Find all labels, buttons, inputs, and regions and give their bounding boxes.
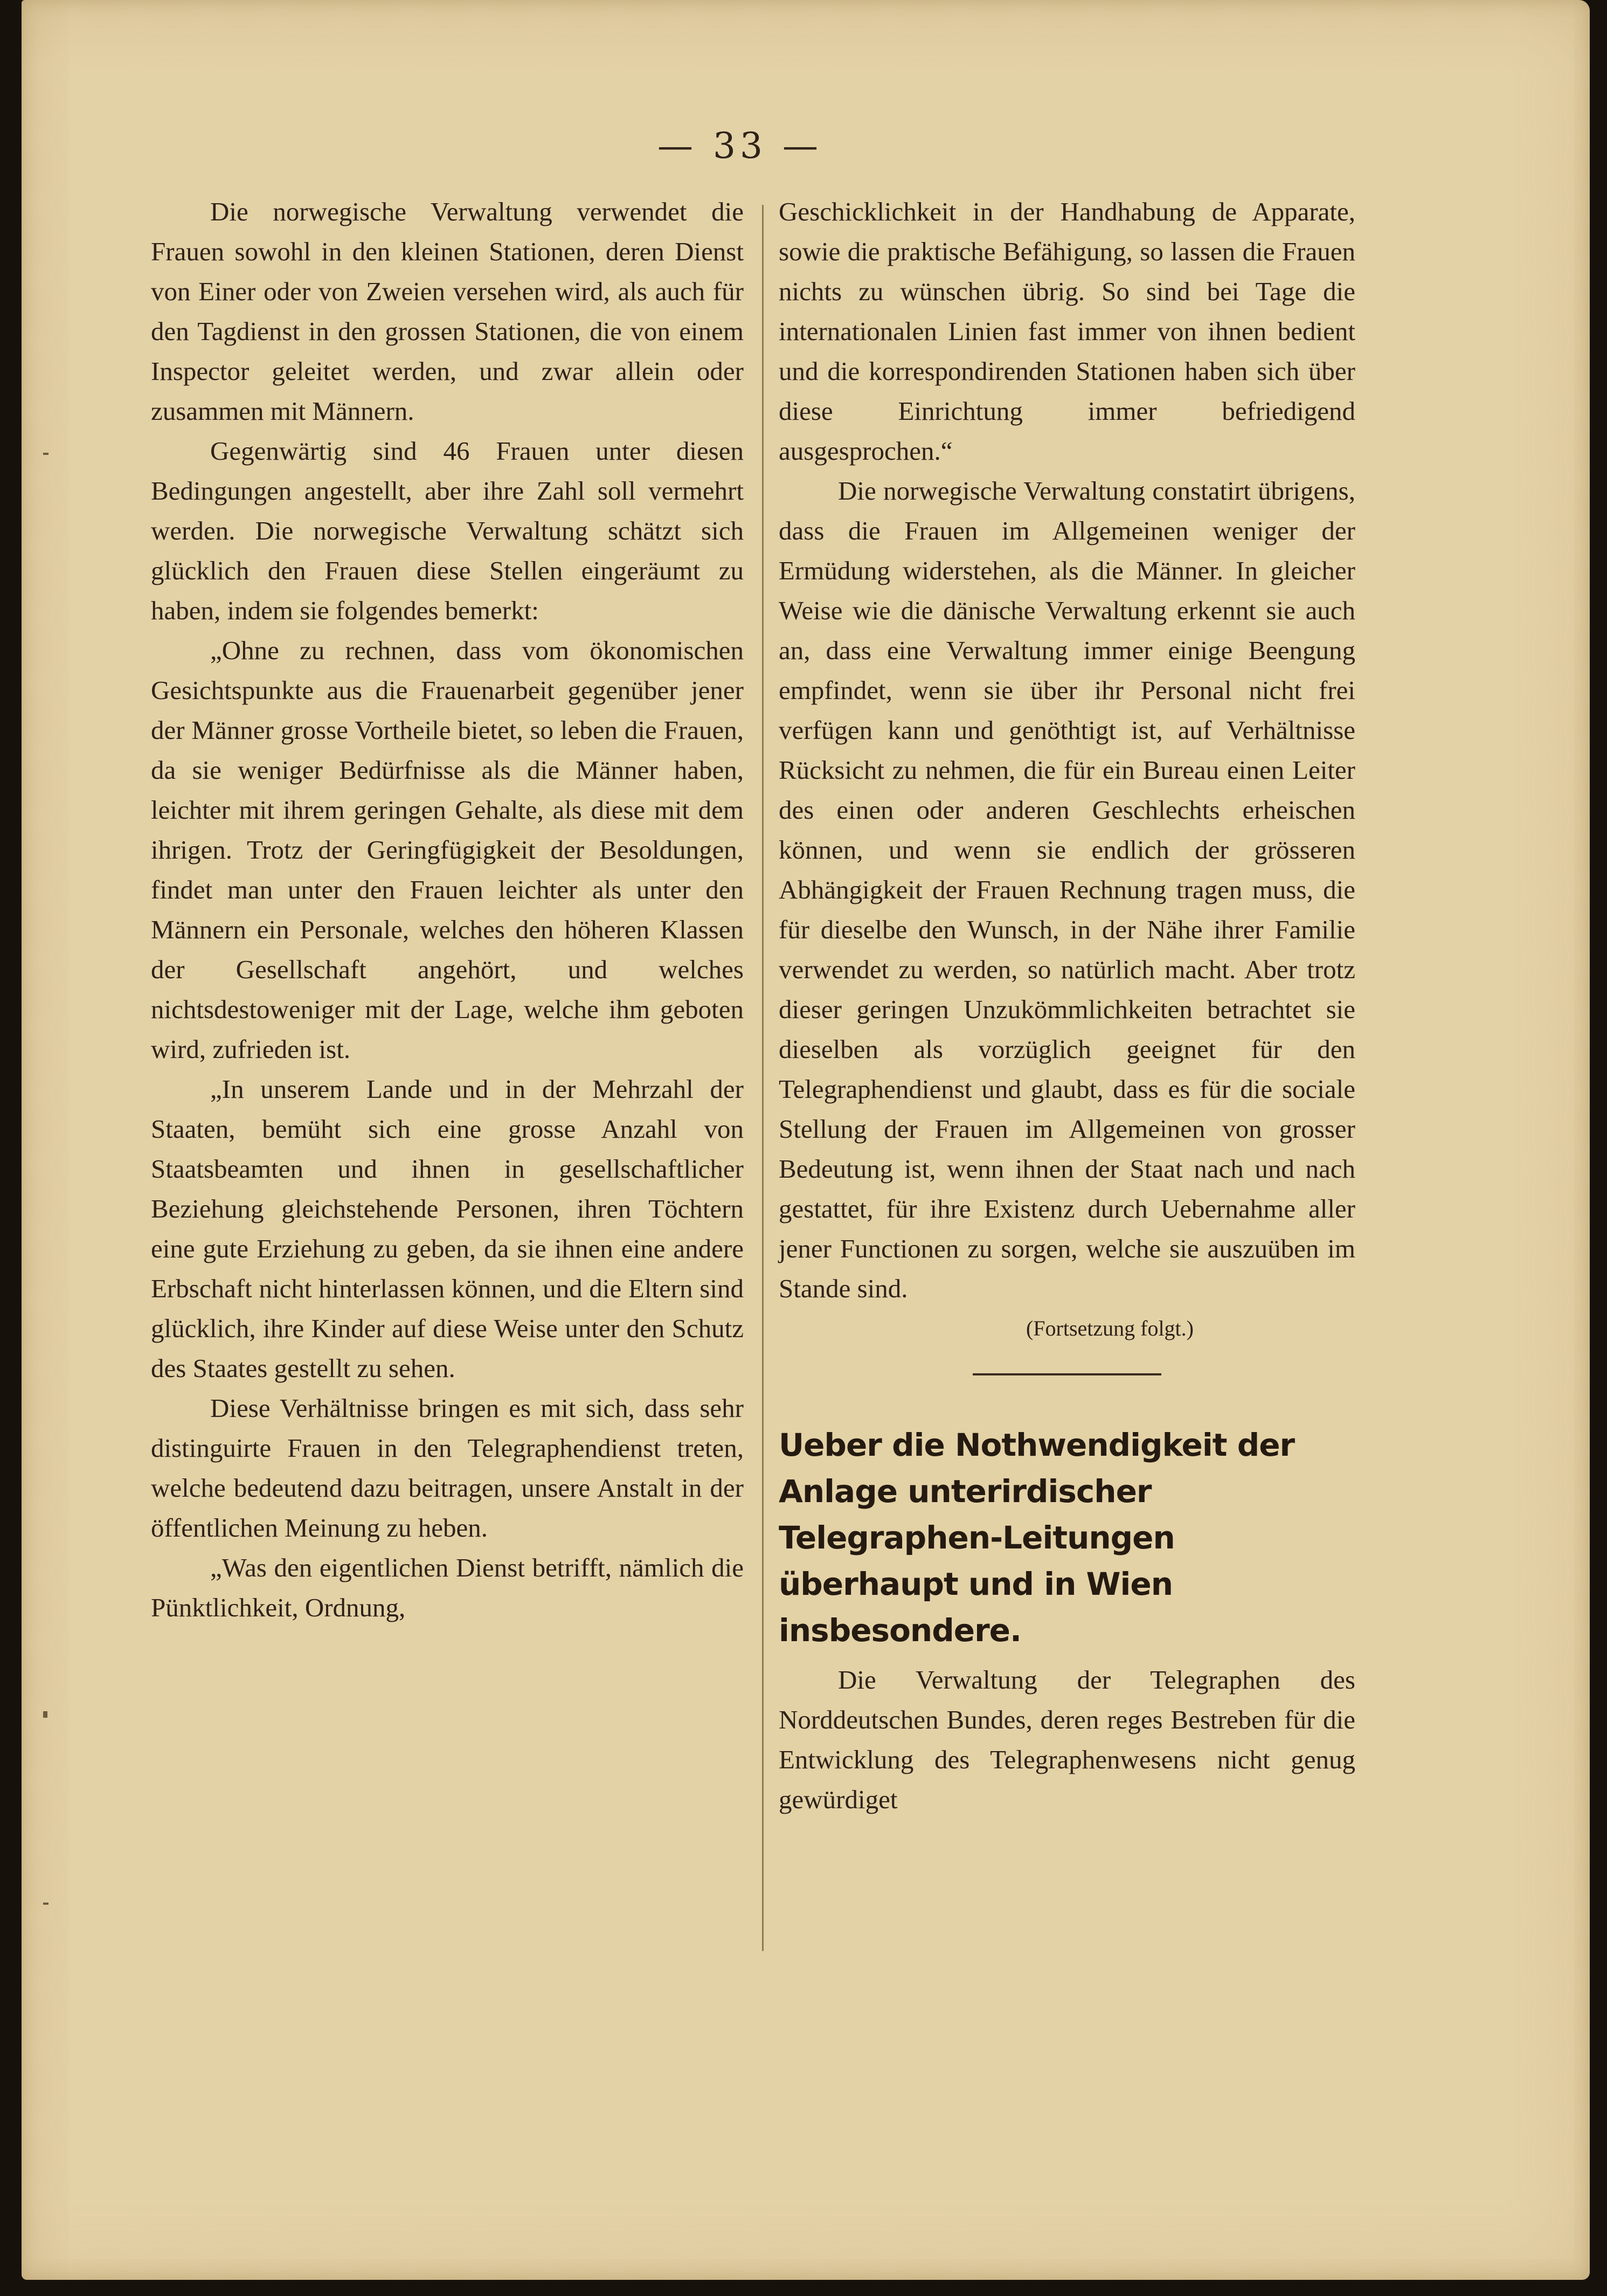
left-column [151, 192, 744, 1628]
continued-note: (Fortsetzung folgt.) [1026, 1316, 1194, 1340]
section-heading: Ueber die Nothwendigkeit der Anlage unterirdischer Telegraphen-Leitungen überhaupt und in Wien insbesondere. [779, 1427, 1295, 1649]
paragraph: Gegenwärtig sind 46 Frauen unter diesen Bedingungen angestellt, aber ihre Zahl soll vermehrt werden. Die norwegische Verwaltung schätzt sich glücklich den Frauen diese Stellen eingeräumt zu haben, indem sie folgendes bemerkt: [151, 436, 744, 625]
paragraph: Diese Verhältnisse bringen es mit sich, dass sehr distinguirte Frauen in den Telegraphendienst treten, welche bedeutend dazu beitragen, unsere Anstalt in der öffentlichen Meinung zu heben. [151, 1393, 744, 1543]
section-rule [973, 1373, 1161, 1375]
paragraph: Die norwegische Verwaltung constatirt übrigens, dass die Frauen im Allgemeinen weniger der Ermüdung widerstehen, als die Männer. In gleicher Weise wie die dänische Verwaltung erkennt sie auch an, dass eine Verwaltung immer einige Beengung empfindet, wenn sie über ihr Personal nicht frei verfügen kann und genöthtigt ist, auf Verhältnisse Rücksicht zu nehmen, die für ein Bureau einen Leiter des einen oder anderen Geschlechts erheischen können, und wenn sie endlich der grösseren Abhängigkeit der Frauen Rechnung tragen muss, die für dieselbe den Wunsch, in der Nähe ihrer Familie verwendet zu werden, so natürlich macht. Aber trotz dieser geringen Unzukömmlichkeiten betrachtet sie dieselben als vorzüglich geeignet für den Telegraphendienst und glaubt, dass es für die sociale Stellung der Frauen im Allgemeinen von grosser Bedeutung ist, wenn ihnen der Staat nach und nach gestattet, für ihre Existenz durch Uebernahme aller jener Functionen zu sorgen, welche sie auszuüben im Stande sind. [779, 476, 1355, 1303]
page-number: — 33 — [657, 125, 822, 167]
paragraph: Die Verwaltung der Telegraphen des Norddeutschen Bundes, deren reges Bestreben für die Entwicklung des Telegraphenwesens nicht genug gewürdiget [779, 1665, 1355, 1814]
document-page [22, 0, 1590, 2280]
paragraph: „Was den eigentlichen Dienst betrifft, nämlich die Pünktlichkeit, Ordnung, [151, 1553, 744, 1622]
column-divider [762, 205, 764, 1951]
paragraph: Geschicklichkeit in der Handhabung de Apparate, sowie die praktische Befähigung, so lassen die Frauen nichts zu wünschen übrig. So sind bei Tage die internationalen Linien fast immer von ihnen bedient und die korrespondirenden Stationen haben sich über diese Einrichtung immer befriedigend ausgesprochen.“ [779, 197, 1355, 466]
paragraph: „Ohne zu rechnen, dass vom ökonomischen Gesichtspunkte aus die Frauenarbeit gegenüber jener der Männer grosse Vortheile bietet, so leben die Frauen, da sie weniger Bedürfnisse als die Männer haben, leichter mit ihrem geringen Gehalte, als diese mit dem ihrigen. Trotz der Geringfügigkeit der Besoldungen, findet man unter den Frauen leichter als unter den Männern ein Personale, welches den höheren Klassen der Gesellschaft angehört, und welches nichtsdestoweniger mit der Lage, welche ihm geboten wird, zufrieden ist. [151, 635, 744, 1064]
paragraph: Die norwegische Verwaltung verwendet die Frauen sowohl in den kleinen Stationen, deren Dienst von Einer oder von Zweien versehen wird, als auch für den Tagdienst in den grossen Stationen, die von einem Inspector geleitet werden, und zwar allein oder zusammen mit Männern. [151, 197, 744, 426]
right-column [779, 192, 1355, 1820]
margin-mark [43, 453, 49, 455]
margin-mark [43, 1903, 49, 1905]
margin-mark [43, 1711, 47, 1718]
paragraph: „In unserem Lande und in der Mehrzahl der Staaten, bemüht sich eine grosse Anzahl von Staatsbeamten und ihnen in gesellschaftlicher Beziehung gleichstehende Personen, ihren Töchtern eine gute Erziehung zu geben, da sie ihnen eine andere Erbschaft nicht hinterlassen können, und die Eltern sind glücklich, ihre Kinder auf diese Weise unter den Schutz des Staates gestellt zu sehen. [151, 1074, 744, 1383]
